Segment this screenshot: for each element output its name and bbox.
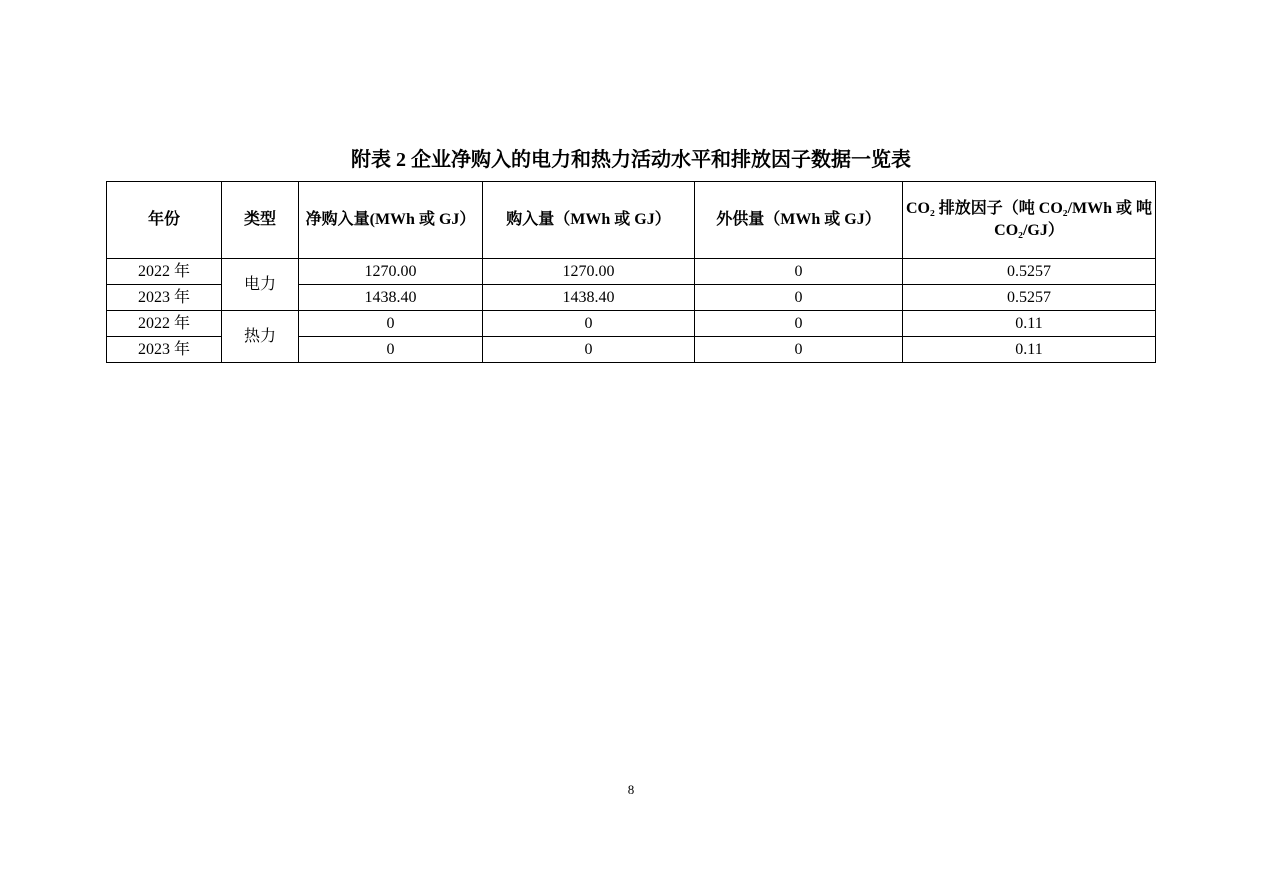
cell-net: 0 [299, 337, 483, 363]
cell-factor: 0.5257 [903, 285, 1156, 311]
table-row [107, 259, 1156, 285]
header-year: 年份 [107, 182, 222, 259]
header-supply: 外供量（MWh 或 GJ） [695, 182, 903, 259]
cell-supplied: 0 [695, 337, 903, 363]
table-row [107, 311, 1156, 337]
cell-supplied: 0 [695, 285, 903, 311]
header-purchase: 购入量（MWh 或 GJ） [483, 182, 695, 259]
cell-year: 2022 年 [107, 311, 222, 337]
cell-factor: 0.11 [903, 311, 1156, 337]
cell-type: 电力 [222, 259, 299, 311]
cell-net: 1438.40 [299, 285, 483, 311]
cell-type: 热力 [222, 311, 299, 363]
cell-supplied: 0 [695, 311, 903, 337]
cell-year: 2023 年 [107, 285, 222, 311]
data-table [106, 181, 1156, 363]
cell-factor: 0.11 [903, 337, 1156, 363]
cell-net: 0 [299, 311, 483, 337]
cell-purchased: 0 [483, 337, 695, 363]
header-emission-factor [903, 182, 1156, 259]
table-header-row [107, 182, 1156, 259]
cell-supplied: 0 [695, 259, 903, 285]
page-number: 8 [627, 782, 635, 797]
cell-year: 2022 年 [107, 259, 222, 285]
cell-purchased: 1270.00 [483, 259, 695, 285]
cell-factor: 0.5257 [903, 259, 1156, 285]
header-emission-factor-text: CO₂ 排放因子（吨 CO₂/MWh 或 吨 CO₂/GJ） [905, 200, 1153, 239]
header-type: 类型 [222, 182, 299, 259]
header-net-purchase: 净购入量(MWh 或 GJ） [299, 182, 483, 259]
cell-purchased: 0 [483, 311, 695, 337]
page-title: 附表 2 企业净购入的电力和热力活动水平和排放因子数据一览表 [351, 149, 911, 171]
cell-purchased: 1438.40 [483, 285, 695, 311]
cell-year: 2023 年 [107, 337, 222, 363]
cell-net: 1270.00 [299, 259, 483, 285]
